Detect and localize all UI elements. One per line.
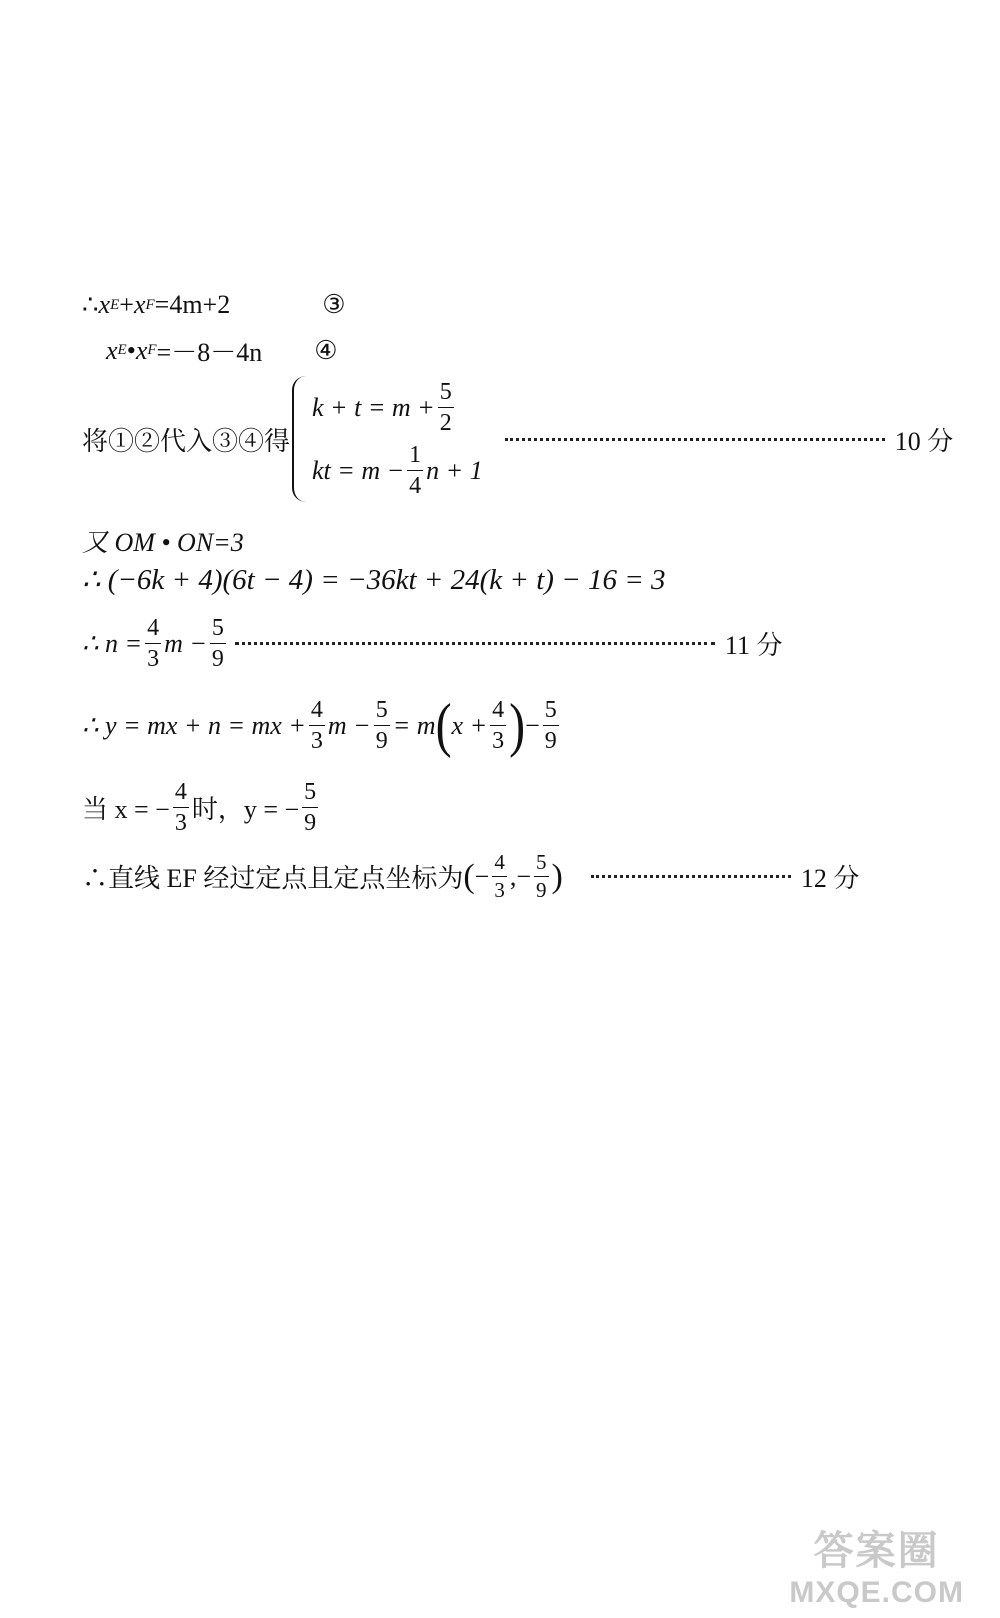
dot-operator: • (126, 335, 136, 365)
dotted-leader (591, 875, 791, 878)
expansion-equation: ∴ (−6k + 4)(6t − 4) = −36kt + 24(k + t) − 16 = 3 (82, 564, 666, 596)
fraction: $\frac{1}{4}$ (409, 442, 422, 499)
conclusion-line: ∴直线 EF 经过定点且定点坐标为 ( − $\frac{4}{3}$ , − $\frac{5}{9}$ ) 12 分 (82, 850, 860, 902)
subscript-e: E (117, 342, 127, 358)
right-paren: ) (551, 857, 563, 895)
circled-3-mark: ③ (322, 290, 346, 319)
var-x: x (133, 290, 146, 319)
fixed-point-evaluation-line: 当 x = − $\frac{4}{3}$ 时，y = − $\frac{5}{9}$ (82, 779, 317, 836)
plus-sign: + (119, 290, 134, 319)
subscript-f: F (145, 296, 155, 313)
given-om-on: 又 OM • ON=3 (82, 528, 244, 557)
right-paren: ) (509, 691, 526, 758)
line-equation-line: ∴ y = mx + n = mx + $\frac{4}{3}$ m − $\frac{5}{9}$ = m ( x + $\frac{4}{3}$ ) − $\frac{5}{9}$ (82, 691, 557, 758)
substitution-prefix: 将①②代入③④得 (82, 426, 291, 456)
fraction: $\frac{5}{2}$ (439, 379, 452, 436)
product-rhs: =－8－4n (156, 338, 263, 367)
fraction: $\frac{5}{9}$ (211, 615, 224, 672)
left-paren: ( (463, 857, 475, 895)
var-x: x (135, 335, 148, 365)
conclusion-text: ∴直线 EF 经过定点且定点坐标为 (82, 864, 464, 893)
fraction: $\frac{4}{3}$ (147, 615, 160, 672)
score-10: 10 分 (894, 426, 954, 456)
watermark-logo (789, 1519, 964, 1610)
equation-line-product (106, 332, 338, 369)
system-equation-1: k + t = m + $\frac{5}{2}$ (312, 379, 452, 436)
therefore-symbol: ∴ (82, 290, 99, 319)
fraction: $\frac{4}{3}$ (310, 697, 323, 754)
sum-rhs: =4m+2 (154, 290, 231, 319)
var-x: x (106, 335, 118, 365)
var-x: x (98, 290, 111, 319)
fraction: $\frac{5}{9}$ (375, 697, 388, 754)
dotted-leader (235, 642, 715, 645)
fraction: $\frac{5}{9}$ (536, 850, 547, 902)
expansion-line (82, 562, 666, 597)
fraction: $\frac{4}{3}$ (492, 697, 505, 754)
given-condition-line (82, 522, 244, 559)
score-11: 11 分 (724, 631, 783, 660)
fraction: $\frac{5}{9}$ (304, 779, 317, 836)
score-12: 12 分 (800, 864, 860, 893)
n-solution-line: ∴ n = $\frac{4}{3}$ m − $\frac{5}{9}$ 11 分 (82, 615, 783, 672)
equation-system (290, 376, 483, 502)
subscript-f: F (147, 342, 157, 358)
watermark-logo-text: 答案圈 (813, 1529, 940, 1573)
fraction: $\frac{4}{3}$ (174, 779, 187, 836)
equation-line-sum (82, 290, 346, 320)
subscript-e: E (110, 296, 120, 313)
fraction: $\frac{5}{9}$ (544, 697, 557, 754)
circled-4-mark: ④ (314, 335, 338, 365)
left-brace (292, 376, 306, 502)
fraction: $\frac{4}{3}$ (494, 850, 505, 902)
substitution-system-line (82, 376, 953, 502)
watermark-url: MXQE.COM (789, 1576, 964, 1609)
dotted-leader (505, 438, 885, 441)
left-paren: ( (435, 691, 452, 758)
system-equation-2: kt = m − $\frac{1}{4}$ n + 1 (312, 442, 483, 499)
